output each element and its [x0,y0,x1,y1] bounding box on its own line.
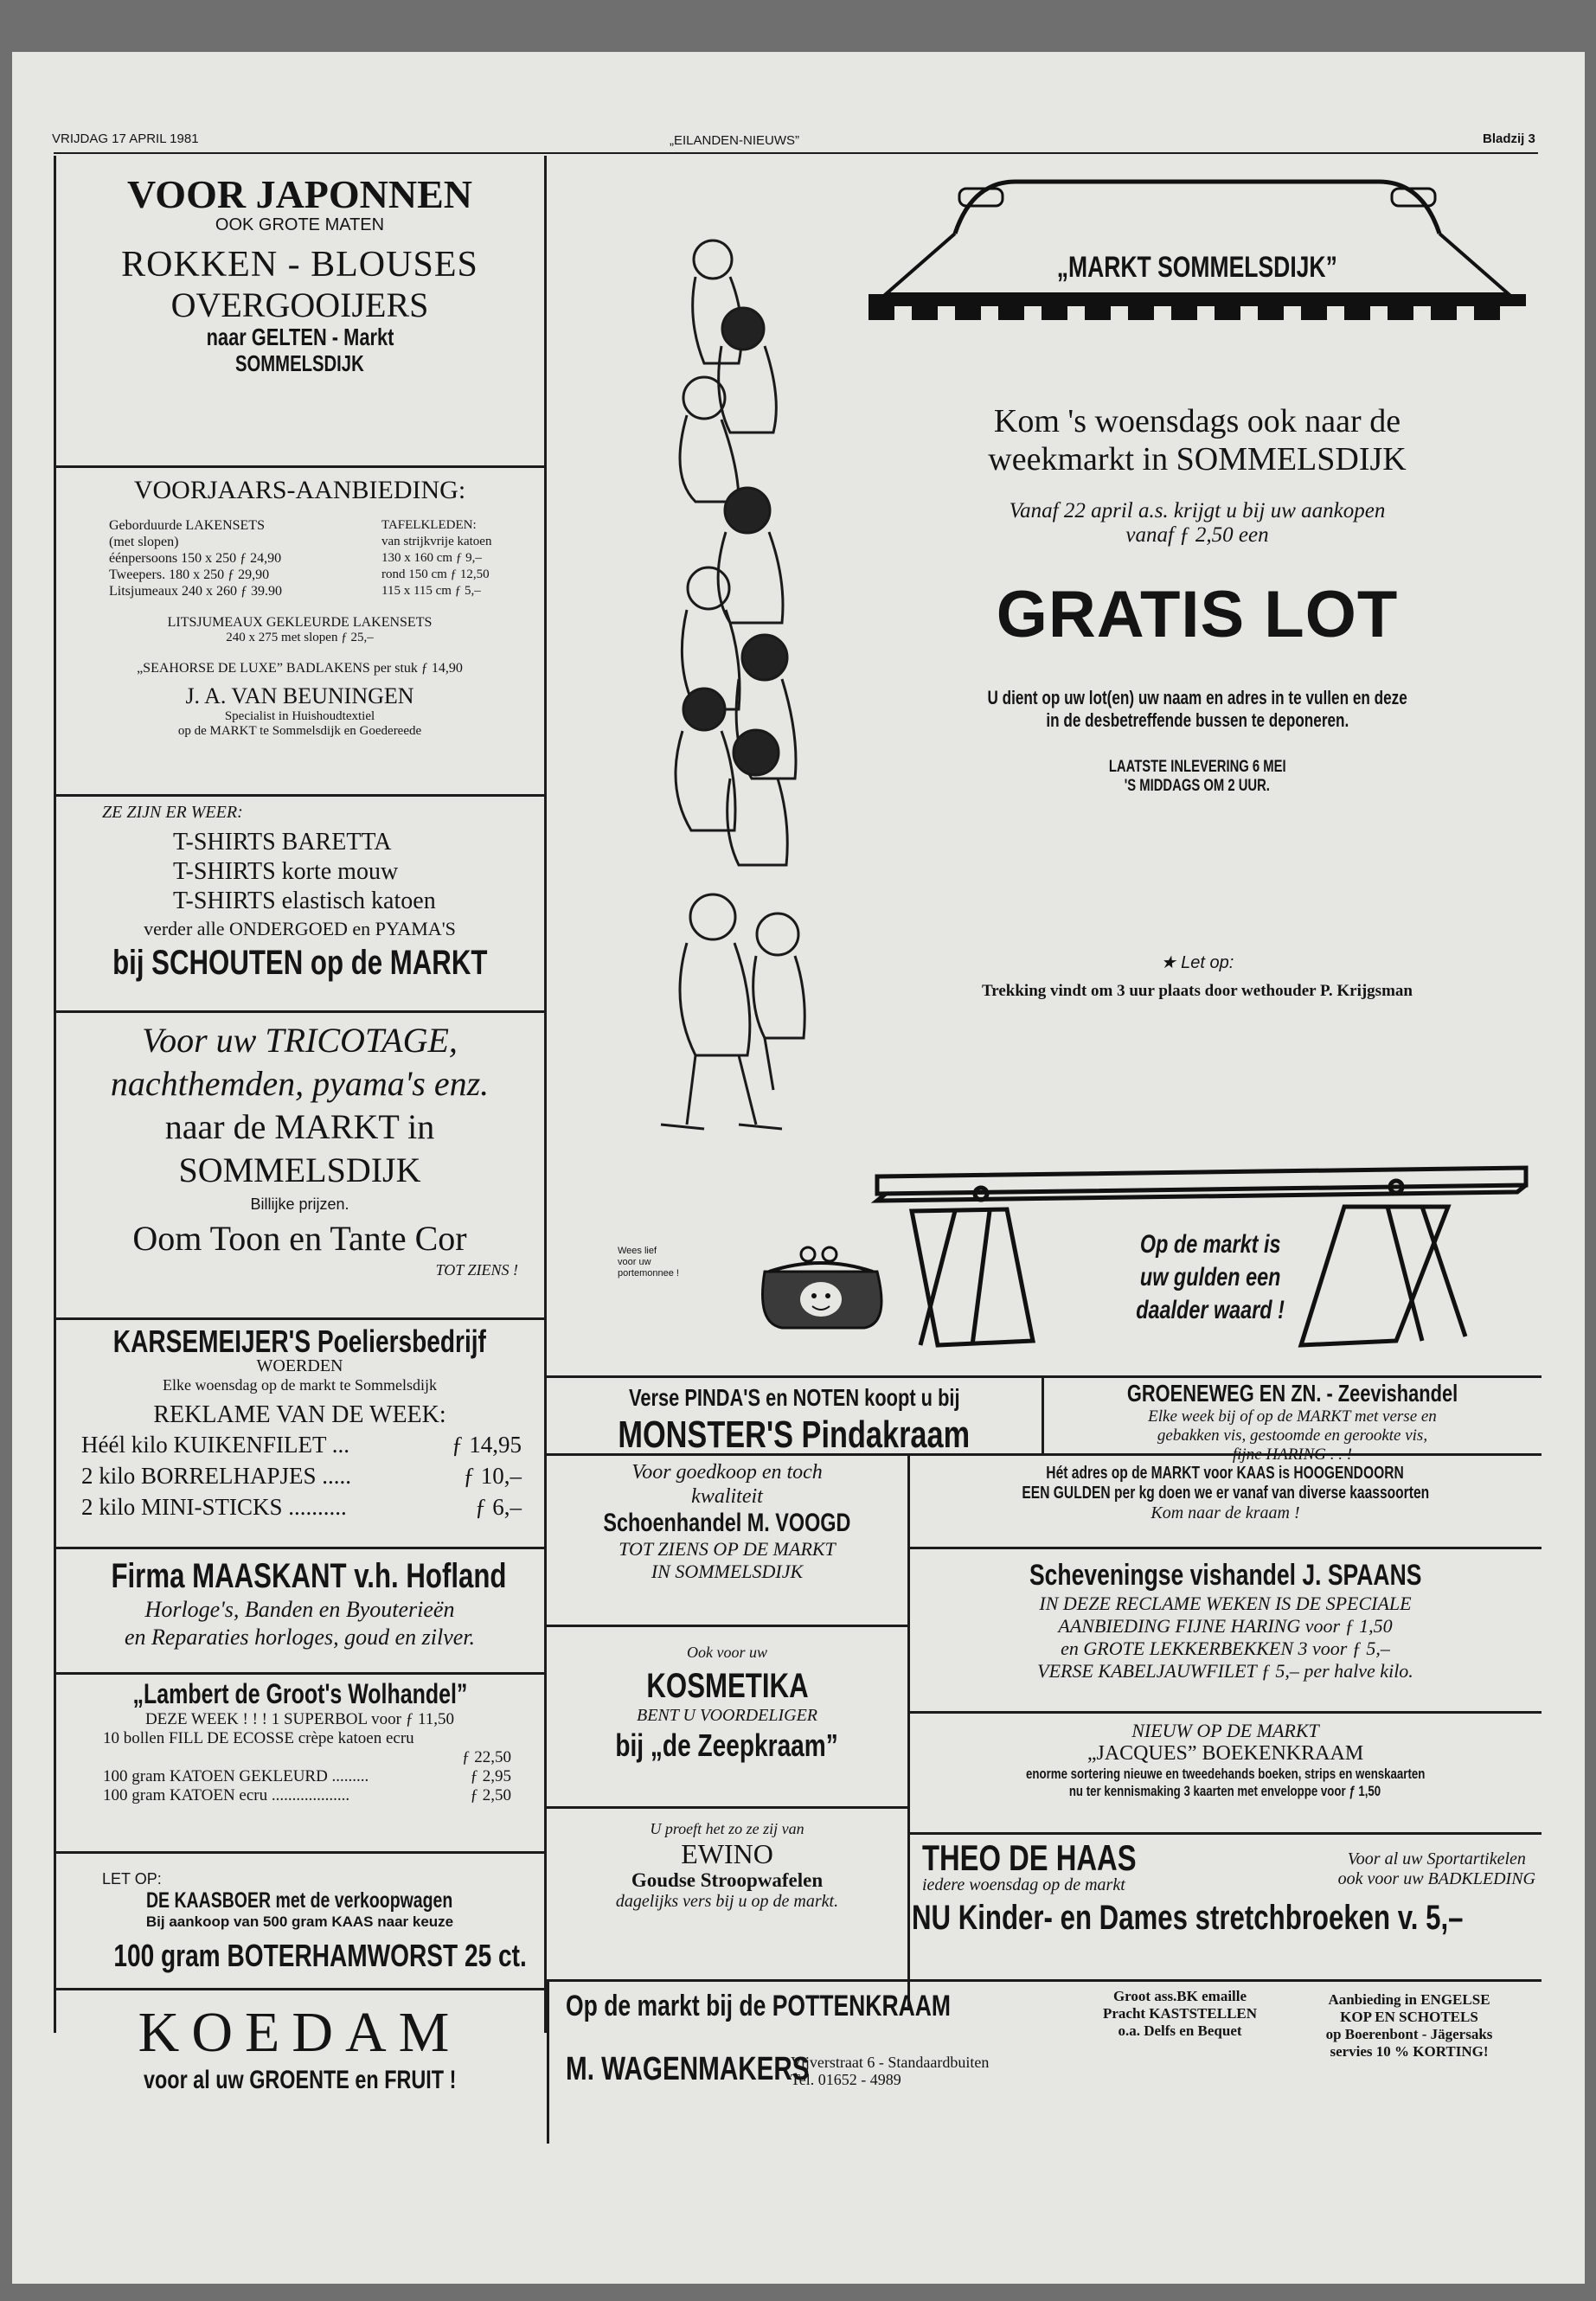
ad-maaskant [55,1557,544,1651]
list-item: éénpersoons 150 x 250 ƒ 24,90 [109,551,282,566]
person-head [757,913,798,955]
schouten-intro: ZE ZIJN ER WEER: [102,803,243,822]
divider [547,1979,1542,1982]
markt-line7: LAATSTE INLEVERING 6 MEI [1108,758,1286,776]
theo-line1: iedere woensdag op de markt [922,1875,1125,1894]
ad-spaans [912,1559,1539,1682]
voogd-line1: Voor goedkoop en toch [631,1461,823,1484]
maaskant-title: Firma MAASKANT v.h. Hofland [111,1557,507,1595]
header-rule [54,152,1538,154]
header-date: VRIJDAG 17 APRIL 1981 [52,131,199,146]
karsemeijer-sub: WOERDEN [256,1356,343,1375]
monster-line1: Verse PINDA'S en NOTEN koopt u bij [628,1384,960,1411]
tricotage-line2: nachthemden, pyama's enz. [110,1064,490,1103]
divider [547,1979,549,2144]
voorjaar-seahorse: „SEAHORSE DE LUXE” BADLAKENS per stuk ƒ 14,90 [137,661,463,676]
divider [54,1010,547,1013]
person-head [725,488,770,533]
voogd-line4: TOT ZIENS OP DE MARKT [619,1538,836,1560]
voorjaar-name: J. A. VAN BEUNINGEN [185,683,414,708]
ad-groeneweg [1046,1380,1539,1465]
divider [54,1547,547,1549]
person-head [722,308,764,349]
potten-address: Vijverstraat 6 - Standaardbuiten Tel. 01652 - 4989 [791,2054,990,2088]
list-item: Geborduurde LAKENSETS [109,518,265,533]
divider [910,1711,1542,1714]
ad-kosmetika [548,1644,906,1764]
ad-voorjaar [55,474,544,739]
spaans-line1: IN DEZE RECLAME WEKEN IS DE SPECIALE [1039,1593,1412,1614]
tricotage-line4: SOMMELSDIJK [178,1150,421,1189]
voorjaar-where: op de MARKT te Sommelsdijk en Goedereede [177,724,422,738]
voorjaar-spec: Specialist in Huishoudtextiel [224,709,375,723]
voorjaar-right-list [347,517,491,599]
tricotage-line1: Voor uw TRICOTAGE, [142,1021,458,1060]
ad-lambert [55,1678,544,1805]
schouten-line1: T-SHIRTS BARETTA [173,829,392,856]
hoogendoorn-line2: EEN GULDEN per kg doen we er vanaf van diverse kaassoorten [1022,1484,1429,1503]
list-item: van strijkvrije katoen [381,535,492,548]
list-item: 115 x 115 cm ƒ 5,– [381,584,481,598]
divider [547,1375,1542,1378]
bench-line3: daalder waard ! [1136,1296,1285,1324]
karsemeijer-title: KARSEMEIJER'S Poeliersbedrijf [112,1324,487,1359]
groeneweg-line1: Elke week bij of op de MARKT met verse en [1148,1407,1437,1426]
maaskant-line2: en Reparaties horloges, goud en zilver. [124,1625,476,1650]
divider [54,1851,547,1854]
newspaper-page [12,52,1585,2284]
markt-trekking: Trekking vindt om 3 uur plaats door wethouder P. Krijgsman [982,982,1413,1000]
lambert-line2: 10 bollen FILL DE ECOSSE crèpe katoen ecru [103,1729,414,1747]
voorjaar-litsjumeaux: LITSJUMEAUX GEKLEURDE LAKENSETS [167,615,433,630]
awning-title-box [955,251,1439,285]
ad-markt [869,402,1526,1001]
japonnen-line3: naar GELTEN - Markt [206,323,394,350]
jacques-line3: enorme sortering nieuwe en tweedehands boeken, strips en wenskaarten [1025,1766,1426,1782]
kosmetika-line2: KOSMETIKA [645,1667,809,1705]
groeneweg-title: GROENEWEG EN ZN. - Zeevishandel [1126,1380,1458,1407]
header-paper: „EILANDEN-NIEUWS” [670,133,800,148]
list-item: 2 kilo MINI-STICKS .......... ƒ 6,– [81,1494,522,1520]
lambert-line2-price: ƒ 22,50 [462,1748,511,1766]
list-item: 2 kilo BORRELHAPJES ..... ƒ 10,– [81,1463,522,1489]
markt-line5: U dient op uw lot(en) uw naam en adres in te vullen en deze [987,687,1407,708]
japonnen-subtitle: OOK GROTE MATEN [215,215,385,234]
kosmetika-line1: Ook voor uw [687,1644,767,1661]
jacques-line4: nu ter kennismaking 3 kaarten met enveloppe voor ƒ 1,50 [1069,1783,1381,1799]
ad-schouten [55,803,544,983]
tricotage-line7: TOT ZIENS ! [435,1261,518,1279]
theo-line2: NU Kinder- en Dames stretchbroeken v. 5,– [912,1899,1464,1937]
divider [910,1832,1542,1835]
schouten-line4: verder alle ONDERGOED en PYAMA'S [144,918,456,939]
bench-line2: uw gulden een [1139,1263,1281,1292]
market-awning [869,173,1526,320]
voogd-line5: IN SOMMELSDIJK [651,1561,804,1582]
person-head [683,689,725,730]
groeneweg-line3: fijne HARING . . ! [1232,1445,1353,1464]
divider [1042,1375,1044,1453]
ad-karsemeijer [55,1324,544,1522]
spaans-title: Scheveningse vishandel J. SPAANS [1029,1559,1422,1592]
voogd-line3: Schoenhandel M. VOOGD [603,1509,851,1537]
person-head [688,567,729,609]
ad-voogd [548,1460,906,1583]
kosmetika-line3: BENT U VOORDELIGER [636,1706,818,1725]
schouten-line5: bij SCHOUTEN op de MARKT [112,944,488,982]
markt-line1: Kom 's woensdags ook naar de [993,403,1401,439]
schouten-line2: T-SHIRTS korte mouw [173,858,399,885]
header-page: Bladzij 3 [1483,131,1535,146]
markt-gratis: GRATIS LOT [996,578,1399,651]
divider [907,1453,910,2007]
potten-right: Aanbieding in ENGELSE KOP EN SCHOTELS op Boerenbont - Jägersaks servies 10 % KORTING! [1325,1991,1493,2060]
karsemeijer-reklame: REKLAME VAN DE WEEK: [153,1401,446,1428]
ad-hoogendoorn [912,1464,1539,1523]
divider [547,1625,910,1627]
voorjaar-left-list [55,517,347,599]
ad-jacques [912,1720,1539,1800]
list-item: Héél kilo KUIKENFILET ... ƒ 14,95 [81,1432,522,1458]
divider [54,1317,547,1320]
bench-line1: Op de markt is [1139,1230,1281,1259]
spaans-line4: VERSE KABELJAUWFILET ƒ 5,– per halve kilo. [1037,1660,1413,1682]
kaasboer-intro: LET OP: [102,1870,162,1888]
tricotage-line3: naar de MARKT in [164,1107,435,1146]
hoogendoorn-line1: Hét adres op de MARKT voor KAAS is HOOGENDOORN [1046,1464,1405,1483]
ad-kaasboer [55,1870,544,1974]
ad-theo [912,1837,1539,1938]
ad-tricotage [55,1019,544,1279]
markt-line4: vanaf ƒ 2,50 een [1125,523,1269,547]
awning-title: „MARKT SOMMELSDIJK” [1056,251,1338,284]
ad-potten [566,1990,1085,2088]
divider [910,1547,1542,1549]
divider [54,465,547,468]
divider [547,1806,910,1809]
voorjaar-litsjumeaux-price: 240 x 275 met slopen ƒ 25,– [226,631,374,644]
list-item: Litsjumeaux 240 x 260 ƒ 39.90 [109,584,282,599]
markt-letop: ★ Let op: [1160,953,1234,972]
japonnen-title: VOOR JAPONNEN [126,172,473,216]
koedam-sub: voor al uw GROENTE en FRUIT ! [143,2066,457,2094]
tricotage-line5: Billijke prijzen. [250,1195,349,1213]
jacques-line2: „JACQUES” BOEKENKRAAM [1086,1742,1364,1765]
ewino-line2: EWINO [681,1838,773,1869]
markt-line6: in de desbetreffende bussen te deponeren. [1046,709,1349,731]
japonnen-line4: SOMMELSDIJK [235,349,364,376]
lambert-title: „Lambert de Groot's Wolhandel” [132,1678,467,1709]
ad-japonnen [55,173,544,375]
groeneweg-line2: gebakken vis, gestoomde en gerookte vis, [1157,1426,1428,1445]
markt-line3: Vanaf 22 april a.s. krijgt u bij uw aankopen [1009,499,1386,522]
potten-middle: Groot ass.BK emaille Pracht KASTSTELLEN o.a. Delfs en Bequet [1102,1988,1258,2039]
spaans-line3: en GROTE LEKKERBEKKEN 3 voor ƒ 5,– [1061,1638,1390,1659]
potten-line1: Op de markt bij de POTTENKRAAM [566,1990,951,2022]
person-head [734,730,779,775]
bench-text [1067,1228,1353,1327]
spaans-line2: AANBIEDING FIJNE HARING voor ƒ 1,50 [1058,1615,1393,1637]
divider [54,1672,547,1675]
list-item: 130 x 160 cm ƒ 9,– [381,551,482,565]
ewino-line3: Goudse Stroopwafelen [631,1869,824,1891]
ad-monster [548,1384,1040,1457]
divider [54,794,547,797]
hoogendoorn-line3: Kom naar de kraam ! [1151,1503,1300,1522]
koedam-title: KOEDAM [138,2001,462,2064]
lambert-line1: DEZE WEEK ! ! ! 1 SUPERBOL voor ƒ 11,50 [144,1710,455,1728]
list-item: rond 150 cm ƒ 12,50 [381,567,490,581]
lambert-line4: 100 gram KATOEN ecru ................... ƒ 2,50 [103,1786,511,1804]
lambert-line3: 100 gram KATOEN GEKLEURD ......... ƒ 2,95 [103,1767,511,1785]
left-column-divider [544,156,547,2033]
list-item: TAFELKLEDEN: [381,518,477,532]
kaasboer-line1: DE KAASBOER met de verkoopwagen [146,1888,453,1913]
person-head [690,894,735,939]
list-item: (met slopen) [109,535,179,549]
ewino-line4: dagelijks vers bij u op de markt. [615,1892,839,1911]
divider [54,1988,547,1990]
markt-line8: 'S MIDDAGS OM 2 UUR. [1124,777,1271,795]
list-item: Tweepers. 180 x 250 ƒ 29,90 [109,567,270,582]
ewino-line1: U proeft het zo ze zij van [650,1820,804,1837]
monster-line2: MONSTER'S Pindakraam [618,1413,971,1456]
tricotage-line6: Oom Toon en Tante Cor [132,1219,467,1258]
theo-right: Voor al uw Sportartikelen ook voor uw BADKLEDING [1337,1849,1535,1888]
ad-ewino [548,1820,906,1912]
purse-caption: Wees lief voor uw portemonnee ! [618,1246,679,1279]
person-head [742,635,787,680]
karsemeijer-items [55,1429,544,1522]
karsemeijer-line: Elke woensdag op de markt te Sommelsdijk [163,1376,437,1394]
kosmetika-line4: bij „de Zeepkraam” [615,1727,839,1763]
theo-title: THEO DE HAAS [922,1837,1137,1878]
ad-koedam [55,2000,544,2095]
potten-line2: M. WAGENMAKERS [566,2051,810,2087]
maaskant-line1: Horloge's, Banden en Byouterieën [144,1597,455,1622]
kaasboer-line2: Bij aankoop van 500 gram KAAS naar keuze [145,1913,454,1930]
voogd-line2: kwaliteit [691,1485,763,1508]
schouten-line3: T-SHIRTS elastisch katoen [173,888,436,914]
person-head [694,240,732,279]
market-people-illustration [635,225,825,1142]
japonnen-line2: OVERGOOIJERS [170,285,429,324]
japonnen-line1: ROKKEN - BLOUSES [121,244,478,285]
markt-line2: weekmarkt in SOMMELSDIJK [988,441,1407,478]
kaasboer-line3: 100 gram BOTERHAMWORST 25 ct. [113,1938,527,1973]
voorjaar-title: VOORJAARS-AANBIEDING: [133,476,466,504]
jacques-line1: NIEUW OP DE MARKT [1131,1720,1319,1741]
